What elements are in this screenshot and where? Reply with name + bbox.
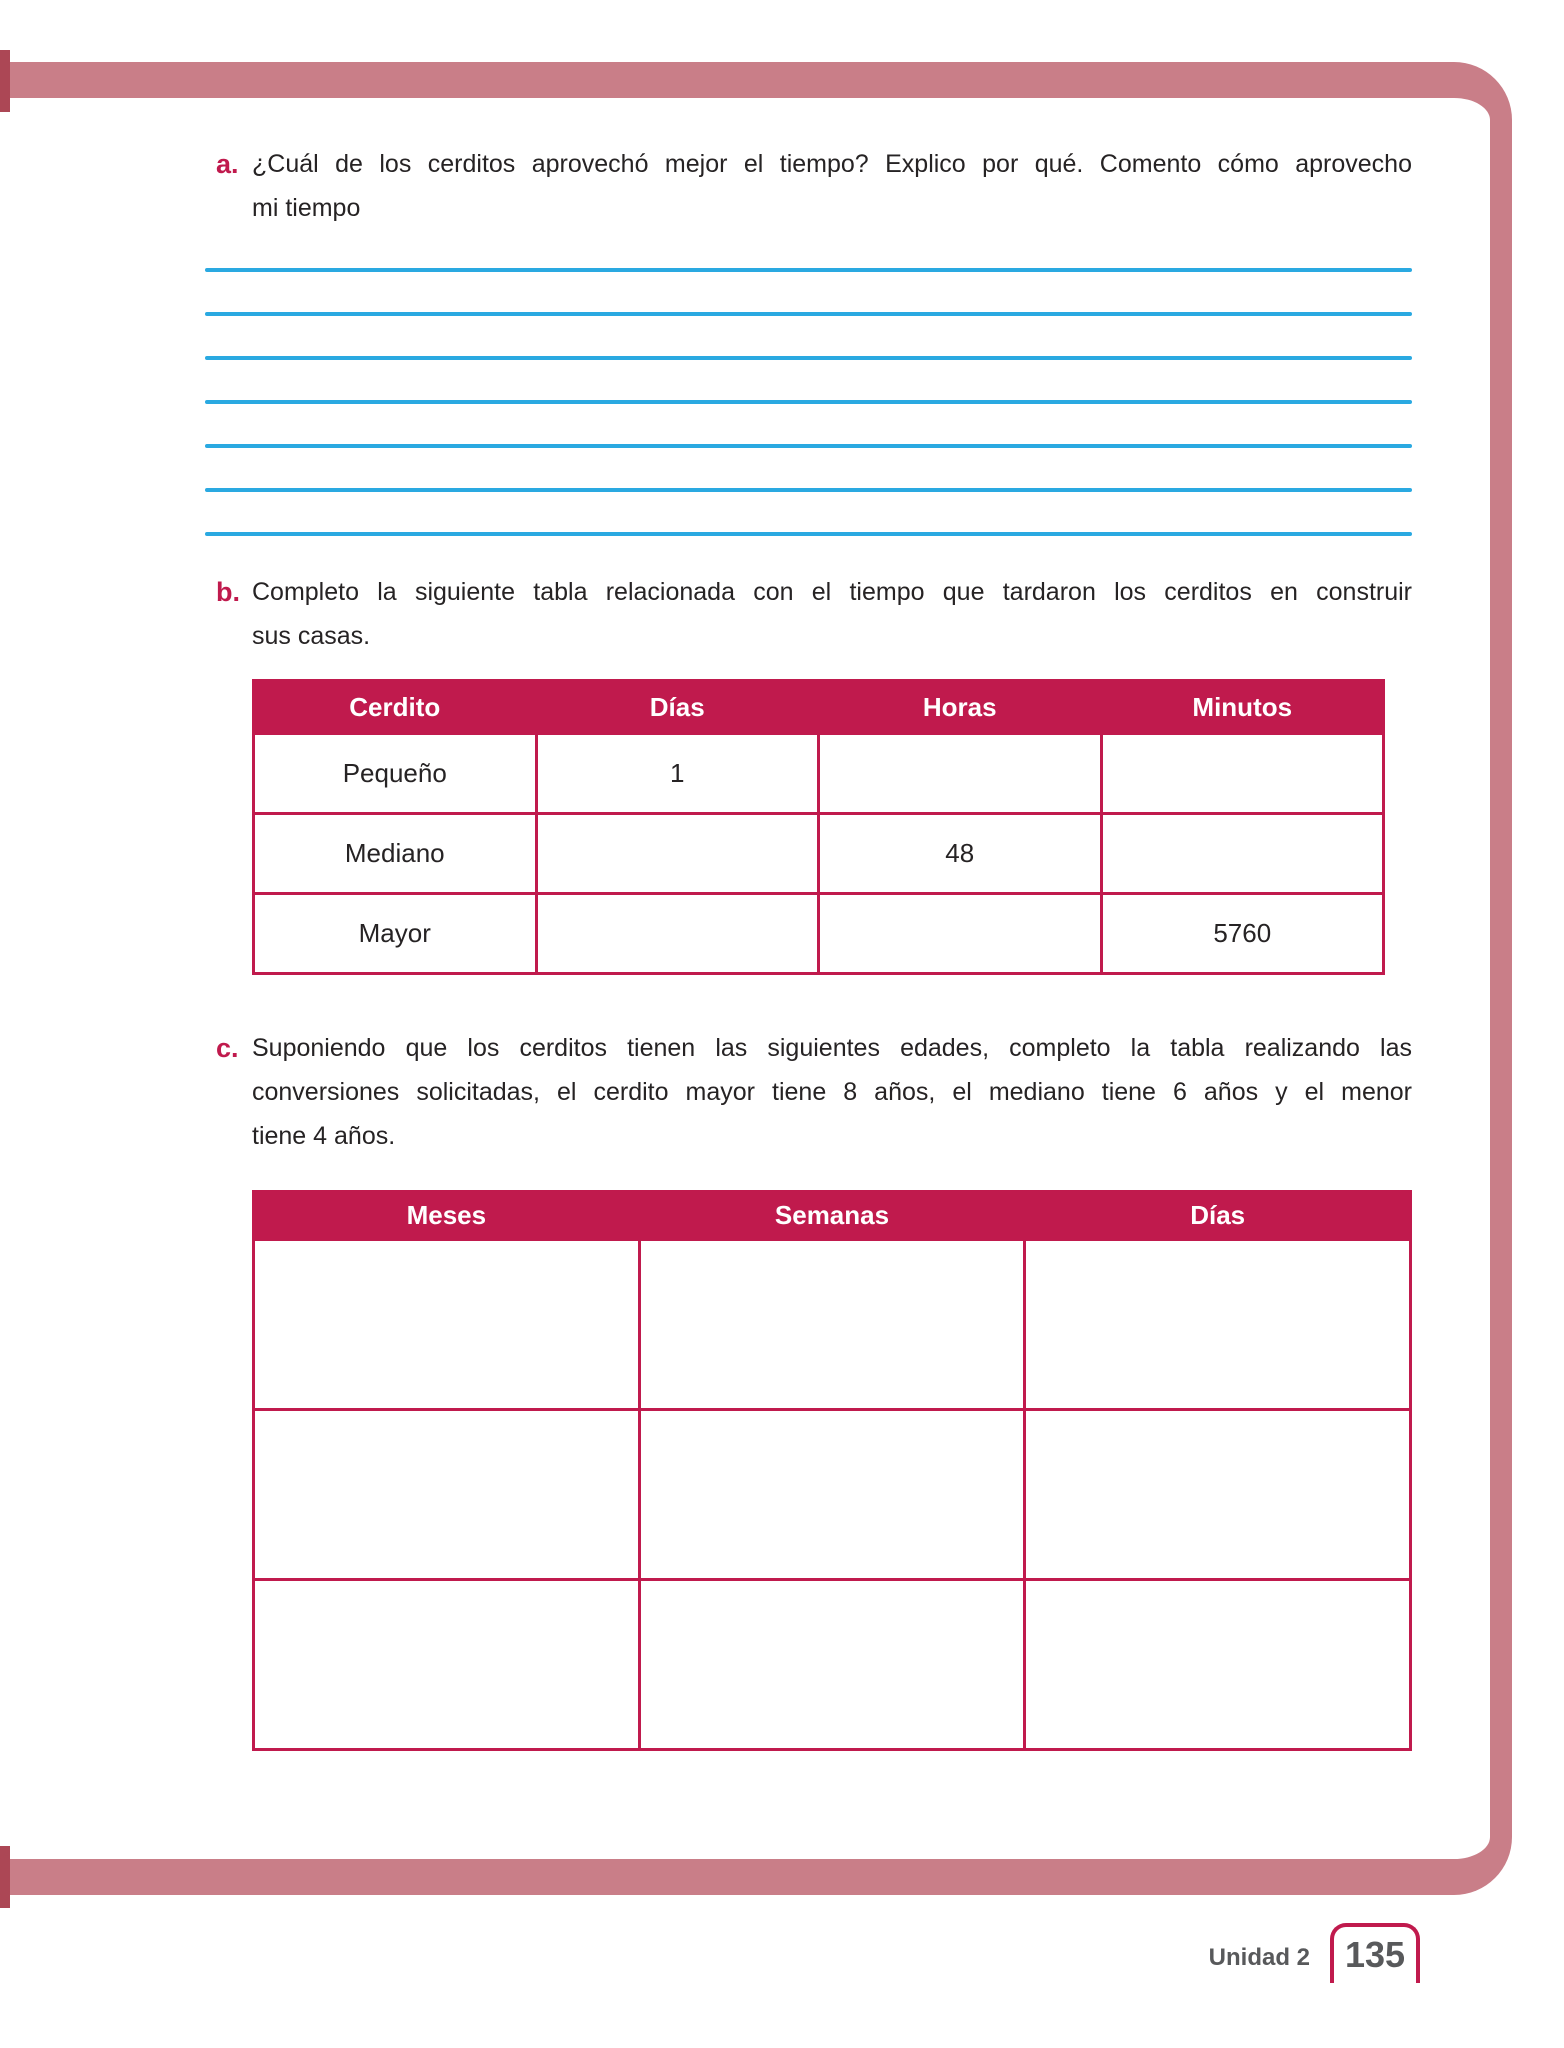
section-a bbox=[216, 142, 1412, 230]
cell-cerdito: Mediano bbox=[254, 814, 537, 894]
spine-accent-bottom bbox=[0, 1846, 10, 1908]
section-b-marker: b. bbox=[216, 577, 240, 607]
time-construction-table bbox=[252, 679, 1385, 975]
table-row bbox=[254, 1580, 1411, 1750]
writing-line bbox=[205, 444, 1412, 448]
table-row bbox=[254, 734, 1384, 814]
cell-meses bbox=[254, 1580, 640, 1750]
section-c-text-line: tiene 4 años. bbox=[252, 1122, 396, 1150]
table-row bbox=[254, 894, 1384, 974]
cell-dias bbox=[536, 894, 819, 974]
writing-line bbox=[205, 400, 1412, 404]
section-c-text-line: conversiones solicitadas, el cerdito mayor tiene 8 años, el mediano tiene 6 años y el menor bbox=[252, 1078, 1412, 1106]
section-a-text-line: ¿Cuál de los cerditos aprovechó mejor el tiempo? Explico por qué. Comento cómo aprovecho bbox=[252, 150, 1412, 178]
spine-accent-top bbox=[0, 50, 10, 112]
cell-meses bbox=[254, 1410, 640, 1580]
column-header: Meses bbox=[254, 1192, 640, 1240]
cell-meses bbox=[254, 1240, 640, 1410]
cell-semanas bbox=[639, 1240, 1025, 1410]
column-header: Días bbox=[536, 681, 819, 734]
cell-minutos: 5760 bbox=[1101, 894, 1384, 974]
table-row bbox=[254, 1410, 1411, 1580]
column-header: Semanas bbox=[639, 1192, 1025, 1240]
cell-dias bbox=[1025, 1240, 1411, 1410]
cell-minutos bbox=[1101, 814, 1384, 894]
section-b-text-line: sus casas. bbox=[252, 622, 371, 650]
cell-semanas bbox=[639, 1410, 1025, 1580]
cell-dias: 1 bbox=[536, 734, 819, 814]
cell-cerdito: Pequeño bbox=[254, 734, 537, 814]
cell-dias bbox=[1025, 1580, 1411, 1750]
age-conversion-table bbox=[252, 1190, 1412, 1751]
writing-line bbox=[205, 488, 1412, 492]
cell-horas bbox=[819, 894, 1102, 974]
writing-line bbox=[205, 268, 1412, 272]
cell-horas: 48 bbox=[819, 814, 1102, 894]
table-row bbox=[254, 814, 1384, 894]
cell-minutos bbox=[1101, 734, 1384, 814]
table-row bbox=[254, 1240, 1411, 1410]
section-c bbox=[216, 1026, 1412, 1158]
answer-lines bbox=[205, 268, 1412, 576]
column-header: Minutos bbox=[1101, 681, 1384, 734]
section-c-marker: c. bbox=[216, 1033, 239, 1063]
page-number-box bbox=[1330, 1923, 1420, 1983]
cell-semanas bbox=[639, 1580, 1025, 1750]
writing-line bbox=[205, 312, 1412, 316]
unit-label: Unidad 2 bbox=[1208, 1944, 1310, 1971]
cell-horas bbox=[819, 734, 1102, 814]
section-b-text-line: Completo la siguiente tabla relacionada con el tiempo que tardaron los cerditos en construir bbox=[252, 578, 1412, 606]
table-header-row bbox=[254, 681, 1384, 734]
column-header: Días bbox=[1025, 1192, 1411, 1240]
table-header-row bbox=[254, 1192, 1411, 1240]
writing-line bbox=[205, 532, 1412, 536]
section-a-marker: a. bbox=[216, 149, 239, 179]
section-c-text-line: Suponiendo que los cerditos tienen las siguientes edades, completo la tabla realizando las bbox=[252, 1034, 1412, 1062]
section-b bbox=[216, 570, 1412, 658]
cell-dias bbox=[536, 814, 819, 894]
page-number: 135 bbox=[1344, 1934, 1406, 1975]
cell-dias bbox=[1025, 1410, 1411, 1580]
column-header: Horas bbox=[819, 681, 1102, 734]
writing-line bbox=[205, 356, 1412, 360]
cell-cerdito: Mayor bbox=[254, 894, 537, 974]
column-header: Cerdito bbox=[254, 681, 537, 734]
section-a-text-line: mi tiempo bbox=[252, 194, 361, 222]
